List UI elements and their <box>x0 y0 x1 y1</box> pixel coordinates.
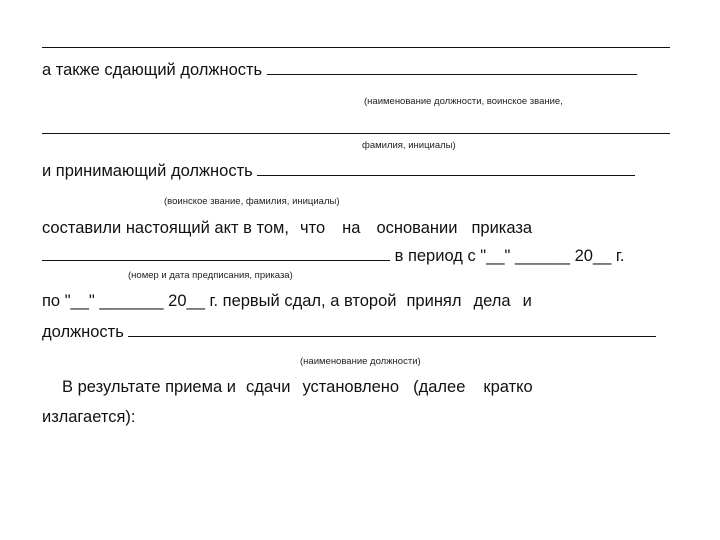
act-statement-p1: составили настоящий акт в том, <box>42 219 289 237</box>
caption-rank-name: (воинское звание, фамилия, инициалы) <box>164 196 340 207</box>
act-statement-line <box>42 218 532 238</box>
caption-position-rank: (наименование должности, воинское звание, <box>364 96 563 107</box>
handing-over-label: а также сдающий должность <box>42 61 263 79</box>
result-p3: установлено <box>302 378 400 396</box>
result-p4: (далее <box>413 378 466 396</box>
act-statement-p3: на <box>342 219 361 237</box>
handover-date-p2: принял <box>406 292 462 310</box>
handover-date-p4: и <box>522 292 532 310</box>
blank-line-top <box>42 47 670 48</box>
position-blank[interactable] <box>128 322 656 337</box>
position-line <box>42 322 656 342</box>
result-p1: В результате приема и <box>62 378 236 396</box>
act-statement-p2: что <box>299 219 326 237</box>
period-from-text: в период с "__" ______ 20__ г. <box>394 247 625 265</box>
position-label: должность <box>42 323 124 341</box>
caption-order-date: (номер и дата предписания, приказа) <box>128 270 293 281</box>
caption-position-name: (наименование должности) <box>300 356 421 367</box>
caption-name-initials: фамилия, инициалы) <box>362 140 456 151</box>
handover-date-line <box>42 291 532 311</box>
handing-over-blank[interactable] <box>267 60 637 75</box>
receiving-line <box>42 161 635 181</box>
result-continuation-line <box>42 407 136 427</box>
result-p2: сдачи <box>245 378 291 396</box>
receiving-blank[interactable] <box>257 161 635 176</box>
blank-line-name <box>42 133 670 134</box>
act-statement-p4: основании <box>376 219 458 237</box>
result-line <box>62 377 533 397</box>
receiving-label: и принимающий должность <box>42 162 253 180</box>
act-statement-p5: приказа <box>471 219 533 237</box>
handover-date-p1: по "__" _______ 20__ г. первый сдал, а второй <box>42 292 397 310</box>
handover-date-p3: дела <box>473 292 511 310</box>
order-number-blank[interactable] <box>42 246 390 261</box>
handing-over-line <box>42 60 637 80</box>
result-continuation: излагается): <box>42 408 136 426</box>
result-p5: кратко <box>483 378 533 396</box>
order-period-line <box>42 246 624 266</box>
